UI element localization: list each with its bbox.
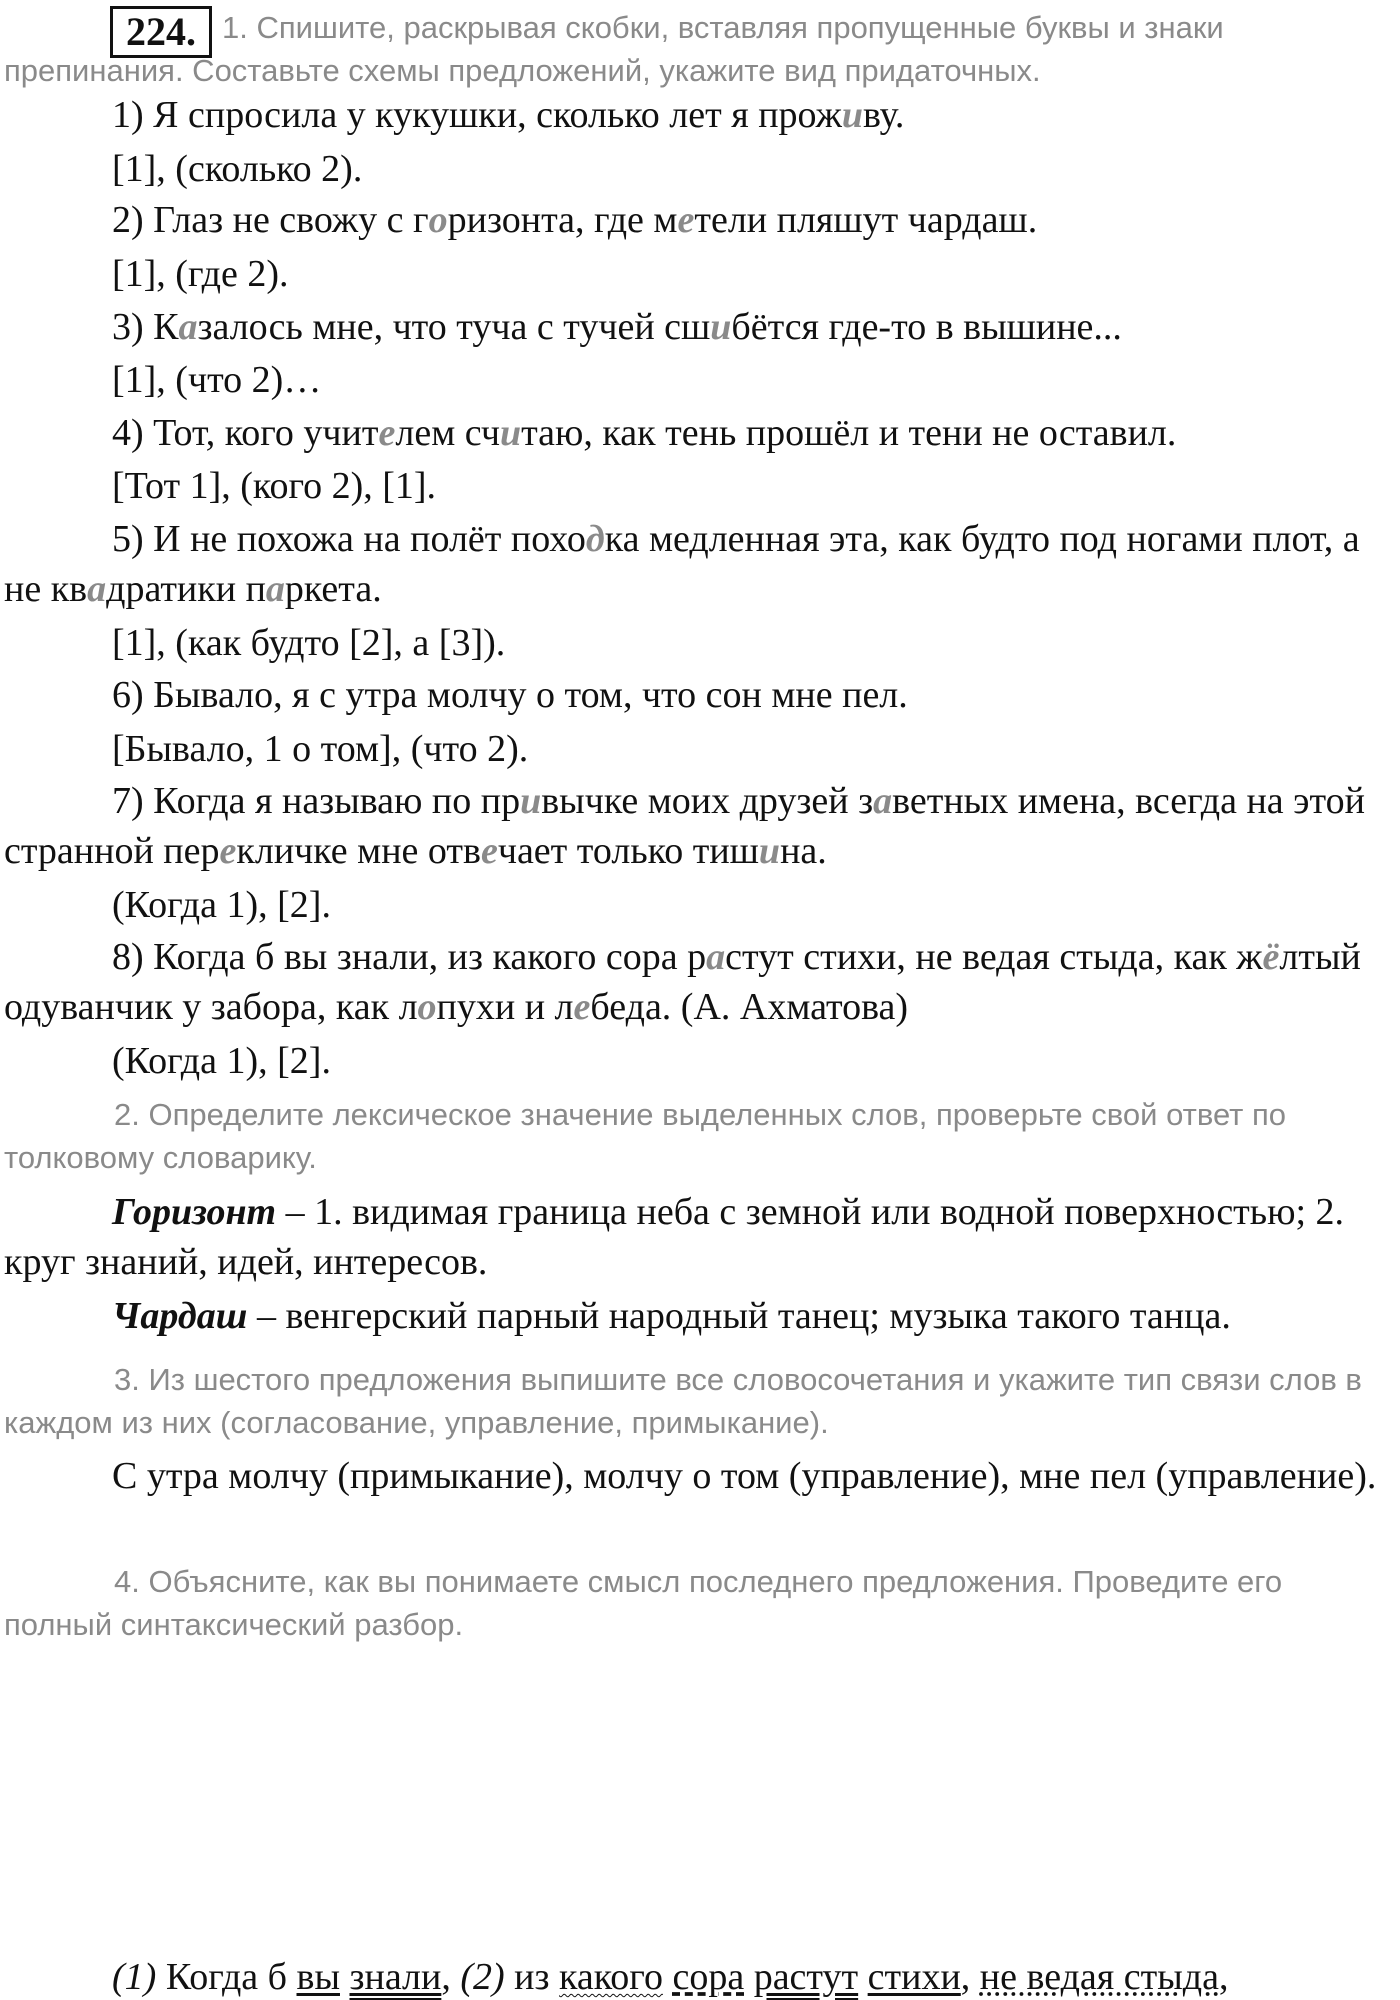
task-2-instruction xyxy=(0,1093,1400,1179)
scheme-8: (Когда 1), [2]. xyxy=(112,1040,331,1082)
sentence-1: 1) Я спросила у кукушки, сколько лет я проживу. xyxy=(112,94,905,136)
scheme-7: (Когда 1), [2]. xyxy=(112,884,331,926)
term-horizon: Горизонт xyxy=(112,1191,277,1233)
task-1-instruction xyxy=(0,6,1400,92)
phrases-answer: С утра молчу (примыкание), молчу о том (управление), мне пел (управление). xyxy=(112,1455,1377,1497)
sentence-4: 4) Тот, кого учителем считаю, как тень прошёл и тени не оставил. xyxy=(112,412,1177,454)
task-1-text: 1. Спишите, раскрывая скобки, вставляя пропущенные буквы и знаки препинания. Составьте схемы предложений, укажите вид придаточных. xyxy=(4,10,1224,88)
definition-chardash: Чардаш – венгерский парный народный танец; музыка такого танца. xyxy=(112,1295,1231,1337)
sentence-6: 6) Бывало, я с утра молчу о том, что сон мне пел. xyxy=(112,674,908,716)
sentence-8: 8) Когда б вы знали, из какого сора растут стихи, не ведая стыда, как жёлтый одуванчик у забора, как лопухи и лебеда. (А. Ахматова) xyxy=(4,936,1361,1028)
task-4-text: 4. Объясните, как вы понимаете смысл последнего предложения. Проведите его полный синтаксический разбор. xyxy=(4,1564,1283,1642)
task-4-instruction xyxy=(0,1560,1400,1646)
scheme-5: [1], (как будто [2], а [3]). xyxy=(112,622,506,664)
sentence-7: 7) Когда я называю по привычке моих друзей заветных имена, всегда на этой странной перекличке мне отвечает только тишина. xyxy=(4,780,1365,872)
task-3-text: 3. Из шестого предложения выпишите все словосочетания и укажите тип связи слов в каждом из них (согласование, управление, примыкание). xyxy=(4,1362,1362,1440)
sentence-2: 2) Глаз не свожу с горизонта, где метели пляшут чардаш. xyxy=(112,199,1038,241)
definition-horizon: Горизонт – 1. видимая граница неба с земной или водной поверхностью; 2. круг знаний, идей, интересов. xyxy=(4,1191,1345,1283)
scheme-4: [Тот 1], (кого 2), [1]. xyxy=(112,465,437,507)
sentence-3: 3) Казалось мне, что туча с тучей сшибётся где-то в вышине... xyxy=(112,306,1122,348)
exercise-number: 224. xyxy=(110,6,212,58)
syntactic-analysis: (1) Когда б вы знали, (2) из какого сора растут стихи, не ведая стыда, xyxy=(112,1956,1229,1998)
task-3-instruction xyxy=(0,1358,1400,1444)
task-2-text: 2. Определите лексическое значение выделенных слов, проверьте свой ответ по толковому словарику. xyxy=(4,1097,1287,1175)
scheme-3: [1], (что 2)… xyxy=(112,359,322,401)
term-chardash: Чардаш xyxy=(112,1295,248,1337)
scheme-2: [1], (где 2). xyxy=(112,253,289,295)
sentence-5: 5) И не похожа на полёт походка медленная эта, как будто под ногами плот, а не квадратики паркета. xyxy=(4,518,1360,610)
scheme-1: [1], (сколько 2). xyxy=(112,148,363,190)
scheme-6: [Бывало, 1 о том], (что 2). xyxy=(112,728,529,770)
